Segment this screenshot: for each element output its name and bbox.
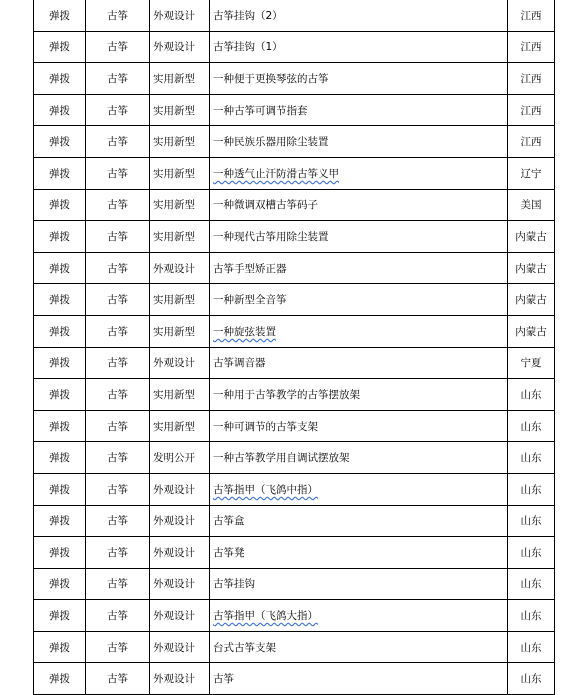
instrument-cell: [86, 568, 150, 600]
region-cell: [508, 442, 555, 474]
patent-type-text: 实用新型: [153, 325, 195, 338]
patent-type-text: 外观设计: [153, 641, 195, 654]
patent-name-text: 古筝指甲（飞鸽大指）: [213, 610, 318, 623]
region-cell: [508, 631, 555, 663]
patent-type-cell: [150, 126, 210, 158]
table-row: [34, 157, 555, 189]
region-text: 江西: [520, 72, 542, 85]
instrument-text: 古筝: [107, 9, 128, 22]
region-text: 山东: [520, 452, 542, 465]
instrument-text: 古筝: [107, 673, 128, 686]
patent-name-text: 古筝挂钩（1）: [213, 41, 283, 54]
patent-type-text: 实用新型: [153, 230, 195, 243]
region-cell: [508, 663, 555, 695]
table-row: [34, 189, 555, 221]
patent-name-cell: [210, 347, 508, 379]
instrument-cell: [86, 347, 150, 379]
category-text: 弹拨: [49, 546, 70, 559]
category-cell: [34, 347, 86, 379]
category-text: 弹拨: [49, 199, 70, 212]
category-text: 弹拨: [49, 357, 70, 370]
region-cell: [508, 126, 555, 158]
patent-type-text: 实用新型: [153, 294, 195, 307]
patent-type-text: 外观设计: [153, 673, 195, 686]
patent-type-cell: [150, 537, 210, 569]
patent-type-cell: [150, 473, 210, 505]
patent-type-cell: [150, 347, 210, 379]
region-text: 江西: [520, 9, 542, 22]
patent-name-text: 一种用于古筝教学的古筝摆放架: [213, 388, 360, 401]
table-row: [34, 473, 555, 505]
patent-name-cell: [210, 126, 508, 158]
patent-name-cell: [210, 663, 508, 695]
region-cell: [508, 252, 555, 284]
patent-type-cell: [150, 410, 210, 442]
patent-type-text: 外观设计: [153, 9, 195, 22]
region-text: 辽宁: [520, 167, 542, 180]
instrument-cell: [86, 63, 150, 95]
patent-name-cell: [210, 31, 508, 63]
region-text: 美国: [520, 199, 542, 212]
region-text: 山东: [520, 641, 542, 654]
instrument-text: 古筝: [107, 357, 128, 370]
patent-type-cell: [150, 221, 210, 253]
instrument-cell: [86, 189, 150, 221]
category-text: 弹拨: [49, 167, 70, 180]
table-row: [34, 252, 555, 284]
patent-name-cell: [210, 0, 508, 31]
category-text: 弹拨: [49, 104, 70, 117]
region-cell: [508, 537, 555, 569]
patent-name-cell: [210, 252, 508, 284]
patent-type-text: 外观设计: [153, 483, 195, 496]
region-cell: [508, 63, 555, 95]
patent-type-cell: [150, 315, 210, 347]
category-cell: [34, 631, 86, 663]
category-cell: [34, 94, 86, 126]
category-cell: [34, 63, 86, 95]
patent-name-text: 一种便于更换琴弦的古筝: [213, 72, 329, 85]
instrument-text: 古筝: [107, 452, 128, 465]
category-text: 弹拨: [49, 641, 70, 654]
instrument-cell: [86, 252, 150, 284]
patent-type-cell: [150, 600, 210, 632]
patent-type-cell: [150, 284, 210, 316]
region-text: 山东: [520, 483, 542, 496]
patent-name-cell: [210, 473, 508, 505]
region-cell: [508, 284, 555, 316]
patent-type-text: 实用新型: [153, 167, 195, 180]
region-cell: [508, 157, 555, 189]
patent-name-text: 一种旋弦装置: [213, 325, 276, 338]
patent-name-text: 古筝挂钩（2）: [213, 9, 283, 22]
table-row: [34, 568, 555, 600]
table-row: [34, 631, 555, 663]
patent-name-text: 一种可调节的古筝支架: [213, 420, 318, 433]
patent-name-cell: [210, 631, 508, 663]
patent-name-cell: [210, 221, 508, 253]
patent-type-text: 外观设计: [153, 41, 195, 54]
patent-type-text: 外观设计: [153, 262, 195, 275]
patent-name-text: 一种民族乐器用除尘装置: [213, 136, 329, 149]
patent-type-cell: [150, 631, 210, 663]
instrument-cell: [86, 31, 150, 63]
region-text: 山东: [520, 420, 542, 433]
instrument-text: 古筝: [107, 420, 128, 433]
instrument-text: 古筝: [107, 72, 128, 85]
patent-name-cell: [210, 537, 508, 569]
patent-name-cell: [210, 568, 508, 600]
region-cell: [508, 31, 555, 63]
region-cell: [508, 315, 555, 347]
patent-type-cell: [150, 663, 210, 695]
region-cell: [508, 221, 555, 253]
patent-name-text: 一种微调双槽古筝码子: [213, 199, 318, 212]
table-row: [34, 537, 555, 569]
instrument-cell: [86, 537, 150, 569]
category-text: 弹拨: [49, 136, 70, 149]
category-text: 弹拨: [49, 610, 70, 623]
table-row: [34, 94, 555, 126]
category-cell: [34, 31, 86, 63]
category-text: 弹拨: [49, 483, 70, 496]
instrument-text: 古筝: [107, 641, 128, 654]
category-text: 弹拨: [49, 230, 70, 243]
instrument-cell: [86, 600, 150, 632]
category-cell: [34, 568, 86, 600]
instrument-text: 古筝: [107, 199, 128, 212]
region-cell: [508, 189, 555, 221]
patent-name-cell: [210, 442, 508, 474]
patent-type-text: 外观设计: [153, 610, 195, 623]
patent-table: [33, 0, 555, 695]
patent-type-cell: [150, 0, 210, 31]
table-row: [34, 600, 555, 632]
instrument-text: 古筝: [107, 578, 128, 591]
instrument-text: 古筝: [107, 610, 128, 623]
patent-type-cell: [150, 379, 210, 411]
region-cell: [508, 505, 555, 537]
patent-type-text: 实用新型: [153, 199, 195, 212]
instrument-text: 古筝: [107, 230, 128, 243]
patent-name-text: 古筝盒: [213, 515, 245, 528]
instrument-cell: [86, 631, 150, 663]
category-text: 弹拨: [49, 452, 70, 465]
patent-type-text: 实用新型: [153, 420, 195, 433]
category-cell: [34, 126, 86, 158]
category-cell: [34, 600, 86, 632]
instrument-cell: [86, 221, 150, 253]
category-cell: [34, 537, 86, 569]
category-text: 弹拨: [49, 388, 70, 401]
patent-name-text: 古筝挂钩: [213, 578, 255, 591]
category-cell: [34, 189, 86, 221]
instrument-cell: [86, 379, 150, 411]
category-text: 弹拨: [49, 294, 70, 307]
patent-name-cell: [210, 315, 508, 347]
category-text: 弹拨: [49, 72, 70, 85]
instrument-text: 古筝: [107, 325, 128, 338]
region-text: 内蒙古: [515, 262, 547, 275]
region-text: 内蒙古: [515, 294, 547, 307]
category-cell: [34, 0, 86, 31]
category-cell: [34, 505, 86, 537]
region-text: 江西: [520, 41, 542, 54]
region-cell: [508, 347, 555, 379]
patent-name-text: 一种古筝教学用自调试摆放架: [213, 452, 350, 465]
table-row: [34, 379, 555, 411]
table-row: [34, 347, 555, 379]
instrument-text: 古筝: [107, 41, 128, 54]
category-cell: [34, 379, 86, 411]
region-text: 宁夏: [520, 357, 542, 370]
category-text: 弹拨: [49, 325, 70, 338]
instrument-cell: [86, 0, 150, 31]
region-cell: [508, 600, 555, 632]
patent-type-text: 实用新型: [153, 136, 195, 149]
patent-type-text: 外观设计: [153, 546, 195, 559]
patent-name-text: 一种透气止汗防滑古筝义甲: [213, 167, 339, 180]
category-text: 弹拨: [49, 673, 70, 686]
region-cell: [508, 473, 555, 505]
patent-type-text: 外观设计: [153, 515, 195, 528]
region-text: 内蒙古: [515, 325, 547, 338]
patent-type-cell: [150, 505, 210, 537]
patent-type-cell: [150, 568, 210, 600]
instrument-cell: [86, 442, 150, 474]
region-text: 江西: [520, 104, 542, 117]
patent-type-cell: [150, 63, 210, 95]
instrument-text: 古筝: [107, 262, 128, 275]
region-cell: [508, 0, 555, 31]
patent-name-text: 台式古筝支架: [213, 641, 276, 654]
instrument-cell: [86, 473, 150, 505]
instrument-cell: [86, 94, 150, 126]
table-row: [34, 505, 555, 537]
region-text: 内蒙古: [515, 230, 547, 243]
table-body: [34, 0, 555, 695]
patent-name-cell: [210, 94, 508, 126]
table-row: [34, 63, 555, 95]
patent-type-cell: [150, 31, 210, 63]
table-row: [34, 284, 555, 316]
patent-type-cell: [150, 252, 210, 284]
patent-name-text: 古筝调音器: [213, 357, 266, 370]
category-text: 弹拨: [49, 262, 70, 275]
table-row: [34, 315, 555, 347]
region-cell: [508, 379, 555, 411]
patent-type-text: 实用新型: [153, 104, 195, 117]
category-cell: [34, 663, 86, 695]
table-row: [34, 0, 555, 31]
region-cell: [508, 410, 555, 442]
table-row: [34, 221, 555, 253]
category-cell: [34, 410, 86, 442]
instrument-cell: [86, 663, 150, 695]
category-cell: [34, 442, 86, 474]
table-row: [34, 31, 555, 63]
category-cell: [34, 252, 86, 284]
category-cell: [34, 157, 86, 189]
category-text: 弹拨: [49, 420, 70, 433]
patent-type-cell: [150, 94, 210, 126]
instrument-text: 古筝: [107, 294, 128, 307]
patent-name-text: 古筝手型矫正器: [213, 262, 287, 275]
table-row: [34, 442, 555, 474]
instrument-cell: [86, 157, 150, 189]
patent-type-text: 实用新型: [153, 72, 195, 85]
patent-name-text: 一种古筝可调节指套: [213, 104, 308, 117]
region-text: 江西: [520, 136, 542, 149]
instrument-text: 古筝: [107, 167, 128, 180]
patent-name-text: 古筝指甲（飞鸽中指）: [213, 483, 318, 496]
instrument-text: 古筝: [107, 483, 128, 496]
instrument-text: 古筝: [107, 546, 128, 559]
category-cell: [34, 221, 86, 253]
instrument-cell: [86, 410, 150, 442]
patent-name-text: 一种新型全音筝: [213, 294, 287, 307]
patent-name-cell: [210, 410, 508, 442]
patent-name-text: 古筝: [213, 673, 234, 686]
region-text: 山东: [520, 515, 542, 528]
patent-type-text: 发明公开: [153, 452, 195, 465]
category-text: 弹拨: [49, 515, 70, 528]
patent-name-cell: [210, 379, 508, 411]
region-cell: [508, 94, 555, 126]
category-cell: [34, 284, 86, 316]
patent-name-cell: [210, 63, 508, 95]
category-cell: [34, 473, 86, 505]
patent-name-text: 一种现代古筝用除尘装置: [213, 230, 329, 243]
category-text: 弹拨: [49, 9, 70, 22]
patent-type-text: 外观设计: [153, 578, 195, 591]
category-cell: [34, 315, 86, 347]
region-text: 山东: [520, 610, 542, 623]
patent-name-text: 古筝凳: [213, 546, 245, 559]
instrument-text: 古筝: [107, 136, 128, 149]
patent-type-cell: [150, 189, 210, 221]
instrument-cell: [86, 315, 150, 347]
instrument-cell: [86, 126, 150, 158]
category-text: 弹拨: [49, 578, 70, 591]
instrument-text: 古筝: [107, 388, 128, 401]
table-row: [34, 410, 555, 442]
patent-type-text: 实用新型: [153, 388, 195, 401]
region-cell: [508, 568, 555, 600]
region-text: 山东: [520, 673, 542, 686]
region-text: 山东: [520, 546, 542, 559]
table-row: [34, 663, 555, 695]
instrument-cell: [86, 505, 150, 537]
patent-name-cell: [210, 505, 508, 537]
patent-type-cell: [150, 442, 210, 474]
patent-type-text: 外观设计: [153, 357, 195, 370]
patent-name-cell: [210, 157, 508, 189]
instrument-text: 古筝: [107, 104, 128, 117]
instrument-text: 古筝: [107, 515, 128, 528]
patent-name-cell: [210, 600, 508, 632]
patent-name-cell: [210, 284, 508, 316]
category-text: 弹拨: [49, 41, 70, 54]
region-text: 山东: [520, 578, 542, 591]
patent-name-cell: [210, 189, 508, 221]
instrument-cell: [86, 284, 150, 316]
region-text: 山东: [520, 388, 542, 401]
patent-type-cell: [150, 157, 210, 189]
table-row: [34, 126, 555, 158]
